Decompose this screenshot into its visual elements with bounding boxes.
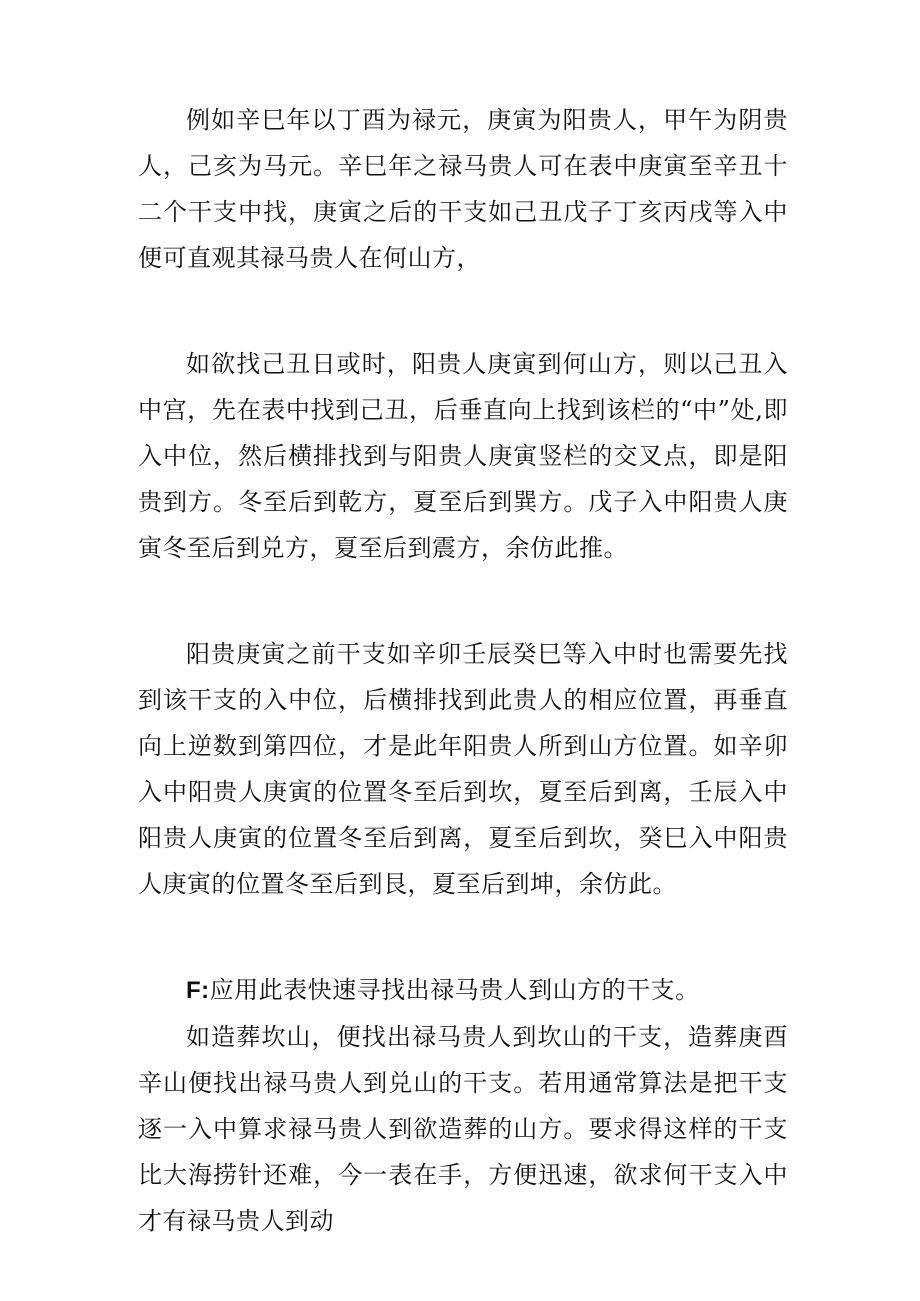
document-page (138, 97, 788, 1244)
paragraph-2: 如欲找己丑日或时，阳贵人庚寅到何山方，则以己丑入中宫，先在表中找到己丑，后垂直向上找到该栏的“中”处,即入中位，然后横排找到与阳贵人庚寅竖栏的交叉点，即是阳贵到方。冬至后到乾方，夏至后到巽方。戊子入中阳贵人庚寅冬至后到兑方，夏至后到震方，余仿此推。 (138, 350, 788, 562)
section-f-title: 应用此表快速寻找出禄马贵人到山方的干支。 (209, 976, 700, 1004)
paragraph-gap (138, 281, 788, 341)
section-f-heading (138, 967, 788, 1014)
paragraph-1: 例如辛巳年以丁酉为禄元，庚寅为阳贵人，甲午为阴贵人，己亥为马元。辛巳年之禄马贵人可在表中庚寅至辛丑十二个干支中找，庚寅之后的干支如己丑戊子丁亥丙戌等入中便可直观其禄马贵人在何山方， (138, 106, 788, 272)
paragraph-3: 阳贵庚寅之前干支如辛卯壬辰癸巳等入中时也需要先找到该干支的入中位，后横排找到此贵人的相应位置，再垂直向上逆数到第四位，才是此年阳贵人所到山方位置。如辛卯入中阳贵人庚寅的位置冬至后到坎，夏至后到离，壬辰入中阳贵人庚寅的位置冬至后到离，夏至后到坎，癸巳入中阳贵人庚寅的位置冬至后到艮，夏至后到坤，余仿此。 (138, 640, 788, 898)
paragraph-gap (138, 907, 788, 967)
section-f-body: 如造葬坎山，便找出禄马贵人到坎山的干支，造葬庚酉辛山便找出禄马贵人到兑山的干支。若用通常算法是把干支逐一入中算求禄马贵人到欲造葬的山方。要求得这样的干支比大海捞针还难，今一表在手，方便迅速，欲求何干支入中才有禄马贵人到动 (138, 1023, 788, 1235)
paragraph-gap (138, 571, 788, 631)
section-f-label: F: (186, 977, 210, 1004)
